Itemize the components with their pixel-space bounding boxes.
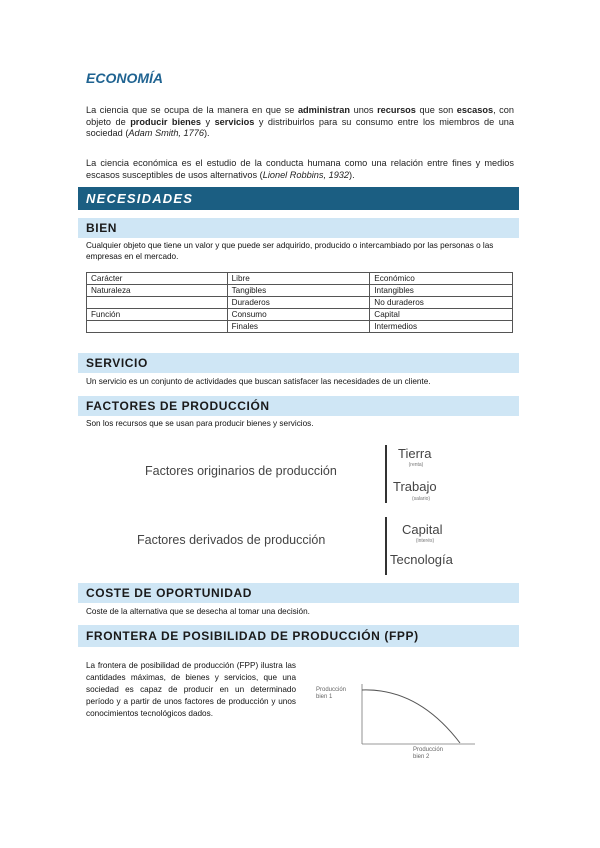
table-cell: No duraderos xyxy=(370,297,513,309)
table-row xyxy=(87,309,513,321)
table-cell: Función xyxy=(87,309,228,321)
bien-definition: Cualquier objeto que tiene un valor y que puede ser adquirido, producido o intercambiado por las personas o las empresas en el mercado. xyxy=(86,241,494,261)
section-factores: FACTORES DE PRODUCCIÓN xyxy=(78,396,519,416)
fpp-definition: La frontera de posibilidad de producción (FPP) ilustra las cantidades máximas, de bienes y servicios, que una sociedad es capaz de producir en un determinado período y a partir de unos factores de producción y unos conocimientos tecnológicos dados. xyxy=(86,661,296,718)
table-cell: Duraderos xyxy=(227,297,370,309)
table-cell: Finales xyxy=(227,321,370,333)
section-bien: BIEN xyxy=(78,218,519,238)
factores-definition: Son los recursos que se usan para producir bienes y servicios. xyxy=(86,419,314,428)
table-row xyxy=(87,321,513,333)
capital-label: Capital xyxy=(402,522,443,537)
table-cell: Naturaleza xyxy=(87,285,228,297)
table-cell: Económico xyxy=(370,273,513,285)
coste-definition: Coste de la alternativa que se desecha al tomar una decisión. xyxy=(86,607,310,616)
servicio-definition: Un servicio es un conjunto de actividades que buscan satisfacer las necesidades de un cliente. xyxy=(86,377,431,386)
table-cell: Consumo xyxy=(227,309,370,321)
page-title: ECONOMÍA xyxy=(86,70,163,86)
tierra-sub: (renta) xyxy=(408,462,424,468)
originarios-divider xyxy=(385,445,387,503)
table-cell: Intangibles xyxy=(370,285,513,297)
table-cell: Capital xyxy=(370,309,513,321)
fpp-x-label: Producción bien 2 xyxy=(413,747,444,760)
section-servicio: SERVICIO xyxy=(78,353,519,373)
section-fpp: FRONTERA DE POSIBILIDAD DE PRODUCCIÓN (FPP) xyxy=(78,625,519,647)
table-cell: Tangibles xyxy=(227,285,370,297)
factores-originarios-label: Factores originarios de producción xyxy=(145,464,337,478)
derivados-divider xyxy=(385,517,387,575)
table-cell: Carácter xyxy=(87,273,228,285)
table-row xyxy=(87,297,513,309)
table-cell: Intermedios xyxy=(370,321,513,333)
section-coste: COSTE DE OPORTUNIDAD xyxy=(78,583,519,603)
table-cell xyxy=(87,321,228,333)
trabajo-sub: (salario) xyxy=(411,496,431,502)
definition-smith: La ciencia que se ocupa de la manera en que se administran unos recursos que son escasos, con objeto de producir bienes y servicios y distribuirlos para su consumo entre los miembros de una sociedad (Adam Smith, 1776). xyxy=(86,105,515,138)
trabajo-label: Trabajo xyxy=(393,479,437,494)
bien-classification-table xyxy=(86,272,513,333)
tierra-label: Tierra xyxy=(398,446,432,461)
section-necesidades: NECESIDADES xyxy=(78,187,519,210)
factores-derivados-label: Factores derivados de producción xyxy=(137,533,326,547)
table-row xyxy=(87,285,513,297)
fpp-curve xyxy=(362,690,460,743)
fpp-y-label: Producción bien 1 xyxy=(316,687,347,700)
capital-sub: (interés) xyxy=(415,538,435,544)
table-cell: Libre xyxy=(227,273,370,285)
table-row xyxy=(87,273,513,285)
tecnologia-label: Tecnología xyxy=(390,552,453,567)
definition-robbins: La ciencia económica es el estudio de la conducta humana como una relación entre fines y medios escasos susceptibles de usos alternativos (Lionel Robbins, 1932). xyxy=(86,158,514,180)
table-cell xyxy=(87,297,228,309)
